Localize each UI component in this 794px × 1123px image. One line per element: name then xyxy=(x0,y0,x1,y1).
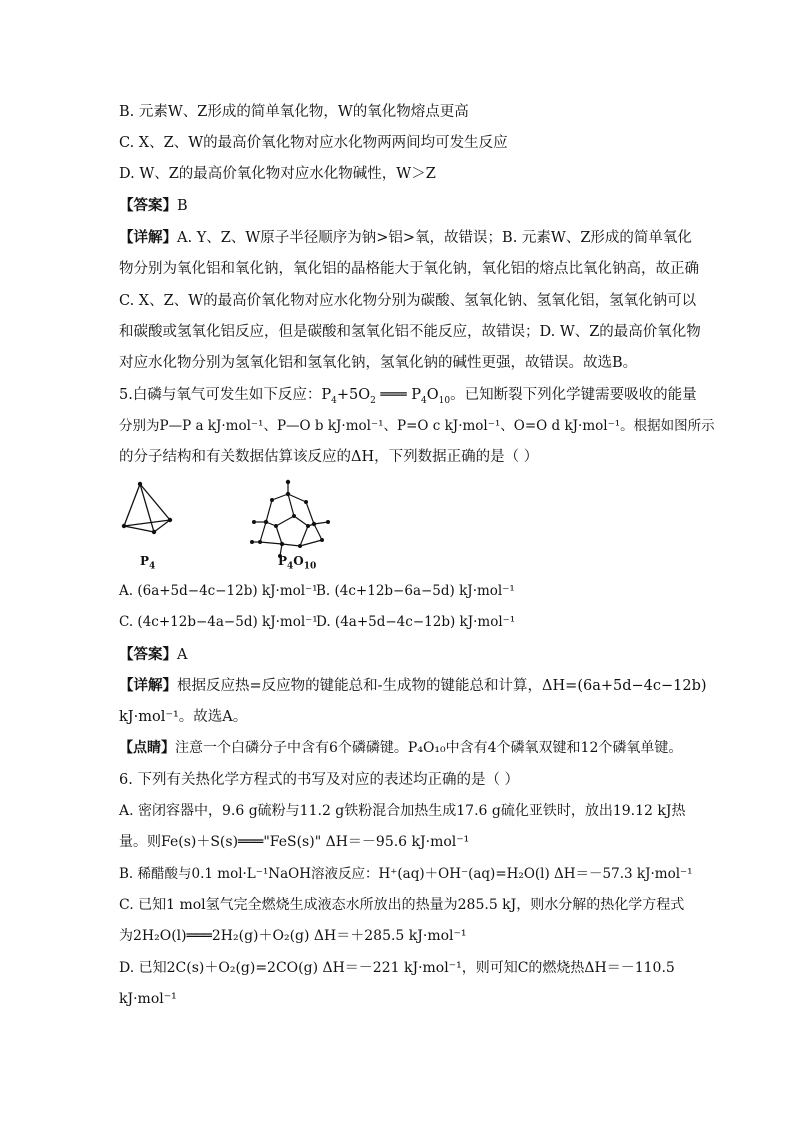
q4-detail-line xyxy=(119,228,692,248)
point-text: 注意一个白磷分子中含有6个磷磷键。P₄O₁₀中含有4个磷氧双键和12个磷氧单键。 xyxy=(175,740,683,756)
stem-text: O xyxy=(426,387,439,403)
q4-option-c: C. X、Z、W的最高价氧化物对应水化物两两间均可发生反应 xyxy=(119,135,508,151)
subscript: 4 xyxy=(421,395,427,406)
q6-option-a-cont: 量。则Fe(s)＋S(s)═══"FeS(s)" ΔH＝－95.6 kJ·mol⁻¹ xyxy=(119,834,470,850)
q5-stem-line: 的分子结构和有关数据估算该反应的ΔH，下列数据正确的是（ ） xyxy=(119,449,539,465)
q5-point-line xyxy=(119,738,682,758)
q5-detail-line: kJ·mol⁻¹。故选A。 xyxy=(119,709,248,725)
q6-option-c-cont: 为2H₂O(l)═══2H₂(g)＋O₂(g) ΔH＝＋285.5 kJ·mol⁻¹ xyxy=(119,928,467,944)
stem-text: ═══ P xyxy=(375,387,421,403)
subscript: 4 xyxy=(331,395,337,406)
q5-option-d: D. (4a+5d−4c−12b) kJ·mol⁻¹ xyxy=(316,614,516,630)
q6-option-d: D. 已知2C(s)＋O₂(g)=2CO(g) ΔH＝－221 kJ·mol⁻¹，则可知C的燃烧热ΔH＝－110.5 xyxy=(119,960,675,976)
answer-label: 【答案】 xyxy=(119,197,177,214)
q5-option-b: B. (4c+12b−6a−5d) kJ·mol⁻¹ xyxy=(316,583,515,599)
answer-label: 【答案】 xyxy=(119,646,177,663)
q4-detail-line: 和碳酸或氢氧化铝反应，但是碳酸和氢氧化铝不能反应，故错误；D. W、Z的最高价氧化物 xyxy=(119,324,701,340)
q5-option-c: C. (4c+12b−4a−5d) kJ·mol⁻¹ xyxy=(119,614,318,630)
detail-text: 根据反应热=反应物的键能总和-生成物的键能总和计算，ΔH=(6a+5d−4c−12b) xyxy=(177,678,707,694)
q4-detail-line: 物分别为氧化铝和氧化钠，氧化铝的晶格能大于氧化钠，氧化铝的熔点比氧化钠高，故正确 xyxy=(119,261,699,277)
stem-text: +5O xyxy=(336,387,371,403)
q5-stem-line xyxy=(119,385,697,405)
q5-detail-line xyxy=(119,676,707,696)
answer-value: A xyxy=(177,647,188,663)
q6-option-c: C. 已知1 mol氢气完全燃烧生成液态水所放出的热量为285.5 kJ，则水分解的热化学方程式 xyxy=(119,897,685,913)
q4-answer xyxy=(119,196,188,216)
detail-label: 【详解】 xyxy=(119,677,177,694)
q5-answer xyxy=(119,645,187,665)
detail-label: 【详解】 xyxy=(119,229,177,246)
stem-text: 5.白磷与氧气可发生如下反应：P xyxy=(119,387,332,403)
q6-option-d-cont: kJ·mol⁻¹ xyxy=(119,991,177,1007)
q4-detail-line: C. X、Z、W的最高价氧化物对应水化物分别为碳酸、氢氧化钠、氢氧化铝，氢氧化钠可以 xyxy=(119,293,697,309)
q6-option-b: B. 稀醋酸与0.1 mol·L⁻¹NaOH溶液反应：H⁺(aq)＋OH⁻(aq)=H₂O(l) ΔH＝－57.3 kJ·mol⁻¹ xyxy=(119,866,693,882)
point-label: 【点睛】 xyxy=(119,740,175,756)
subscript: 10 xyxy=(438,395,451,406)
q5-option-a: A. (6a+5d−4c−12b) kJ·mol⁻¹ xyxy=(119,583,318,599)
subscript: 2 xyxy=(370,395,376,406)
q6-option-a: A. 密闭容器中，9.6 g硫粉与11.2 g铁粉混合加热生成17.6 g硫化亚铁时，放出19.12 kJ热 xyxy=(119,803,686,819)
p4-caption: $P_4$ xyxy=(140,554,156,572)
answer-value: B xyxy=(177,198,188,214)
stem-text: 。已知断裂下列化学键需要吸收的能量 xyxy=(450,387,697,403)
q4-option-b: B. 元素W、Z形成的简单氧化物，W的氧化物熔点更高 xyxy=(119,104,469,120)
p4-tetrahedron xyxy=(124,484,170,532)
q5-stem-line: 分别为P—P a kJ·mol⁻¹、P—O b kJ·mol⁻¹、P=O c kJ·mol⁻¹、O=O d kJ·mol⁻¹。根据如图所示 xyxy=(119,418,715,434)
molecule-figure xyxy=(110,478,350,570)
q4-option-d: D. W、Z的最高价氧化物对应水化物碱性，W＞Z xyxy=(119,166,436,182)
detail-text: A. Y、Z、W原子半径顺序为钠>铝>氧，故错误；B. 元素W、Z形成的简单氧化 xyxy=(177,230,692,246)
q6-stem: 6. 下列有关热化学方程式的书写及对应的表述均正确的是（ ） xyxy=(119,772,520,788)
q4-detail-line: 对应水化物分别为氢氧化铝和氢氧化钠，氢氧化钠的碱性更强，故错误。故选B。 xyxy=(119,355,638,371)
p4o10-caption: $P_4O_{10}$ xyxy=(278,554,317,572)
